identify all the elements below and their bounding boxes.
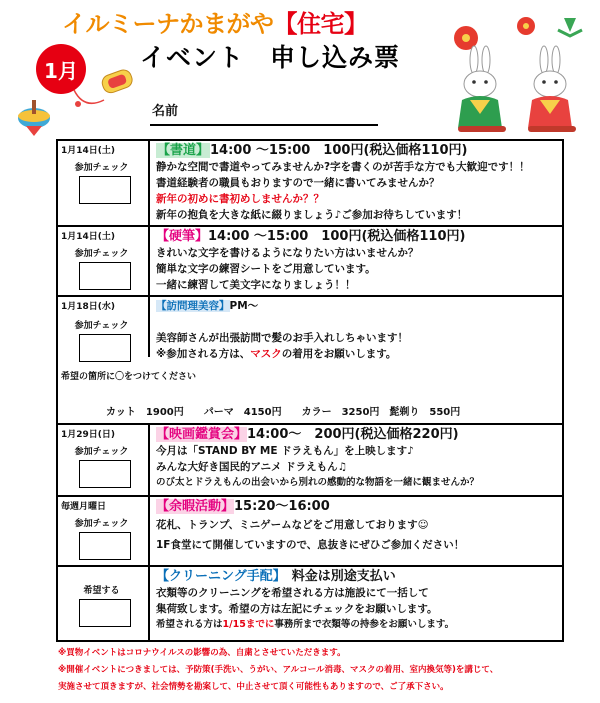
- name-label: 名前: [152, 104, 179, 119]
- event-description-line: のび太とドラえもんの出会いから別れの感動的な物語を一緒に観ませんか？: [156, 477, 480, 488]
- event-left-cell: [58, 497, 148, 565]
- event-row-leisure: [58, 497, 562, 567]
- event-row-shodo: [58, 141, 562, 227]
- header: [0, 0, 600, 135]
- participation-checkbox[interactable]: [79, 460, 131, 488]
- org-bracket-text: 【住宅】: [273, 10, 368, 38]
- event-detail-cell: [148, 227, 562, 295]
- deadline-text: 事務所まで衣類等の持参をお願いします。: [274, 619, 455, 630]
- event-heading: [156, 498, 556, 515]
- event-application-table: [56, 139, 564, 642]
- participation-checkbox[interactable]: [79, 262, 131, 290]
- event-tag: 【硬筆】: [156, 229, 209, 244]
- event-description-line: きれいな文字を書けるようになりたい方はいませんか？: [156, 247, 419, 259]
- event-row-cleaning: [58, 567, 562, 640]
- event-description-line: 集荷致します。希望の方は左記にチェックをお願いします。: [156, 603, 438, 615]
- event-time-price: PM～: [229, 300, 259, 312]
- event-left-cell: [58, 227, 148, 295]
- price-options[interactable]: カット 1900円 パーマ 4150円 カラー 3250円 髭剃り 550円: [106, 407, 461, 418]
- event-description-line: 静かな空間で書道やってみませんか?字を書くのが苦手な方でも大歓迎です！！: [156, 161, 530, 173]
- event-date: 毎週月曜日: [61, 502, 107, 512]
- check-label: 参加チェック: [74, 519, 129, 529]
- event-detail-cell: [148, 497, 562, 565]
- event-tag: 【クリーニング手配】: [156, 569, 286, 584]
- event-description-line: [156, 617, 556, 633]
- event-left-cell: [58, 141, 148, 225]
- request-checkbox[interactable]: [79, 599, 131, 627]
- event-description-line: 今月は「STAND BY ME ドラえもん」を上映します♪: [156, 445, 414, 457]
- event-description-line: みんな大好き国民的アニメ ドラえもん♫: [156, 461, 348, 473]
- check-label: 参加チェック: [74, 249, 129, 259]
- organization-name: [62, 4, 368, 39]
- event-heading: [156, 142, 556, 159]
- event-highlight-line: 新年の初めに書初めしませんか？？: [156, 193, 324, 205]
- event-date: 1月18日(水): [61, 302, 116, 312]
- event-tag: 【書道】: [157, 143, 210, 158]
- event-description-line: [156, 346, 556, 362]
- event-description-line: 書道経験者の職員もおりますので一緒に書いてみませんか？: [156, 177, 440, 189]
- note-line: ※買物イベントはコロナウイルスの影響の為、自粛とさせていただきます。: [58, 648, 346, 658]
- event-description-line: 花札、トランプ、ミニゲームなどをご用意しております☺: [156, 519, 429, 531]
- participation-checkbox[interactable]: [79, 176, 131, 204]
- event-description-line: 1F食堂にて開催していますので、息抜きにぜひご参加ください！: [156, 539, 465, 551]
- event-tag: 【映画鑑賞会】: [156, 427, 248, 442]
- deadline-highlight: 1/15までに: [222, 619, 275, 630]
- event-row-movie: [58, 425, 562, 497]
- participation-checkbox[interactable]: [79, 334, 131, 362]
- event-detail-cell: [148, 141, 562, 225]
- participation-checkbox[interactable]: [79, 532, 131, 560]
- event-date: 1月29日(日): [61, 430, 116, 440]
- note-line: 実施させて頂きますが、社会情勢を勘案して、中止させて頂く可能性もありますので、ご了承下さい。: [58, 682, 449, 692]
- event-description-line: 一緒に練習して美文字になりましょう！！: [156, 279, 356, 291]
- mask-highlight: マスク: [250, 348, 282, 360]
- event-description-line: 衣類等のクリーニングを希望される方は施設にて一括して: [156, 587, 429, 599]
- event-fee-note: 料金は別途支払い: [291, 569, 396, 584]
- check-label: 参加チェック: [74, 321, 129, 331]
- event-heading: [156, 228, 556, 245]
- event-date: 1月14日(土): [61, 232, 116, 242]
- rabbit-dolls-illustration: [446, 8, 594, 136]
- event-description-line: 新年の抱負を大きな紙に綴りましょう♪ご参加お待ちしています！: [156, 209, 468, 221]
- event-heading: [156, 568, 556, 585]
- check-label: 参加チェック: [74, 447, 129, 457]
- event-description-line: 美容師さんが出張訪問で髪のお手入れしちゃいます！: [156, 332, 408, 344]
- check-label: 希望する: [83, 586, 120, 596]
- name-input-line[interactable]: [150, 124, 378, 126]
- deadline-text: 希望される方は: [156, 619, 223, 630]
- event-tag: 【訪問理美容】: [156, 300, 230, 312]
- event-time-price: 15:20～16:00: [234, 499, 330, 514]
- notice-text: ※参加される方は、: [156, 348, 251, 360]
- notice-text: の着用をお願いします。: [281, 348, 397, 360]
- wish-instruction: 希望の箇所に〇をつけてください: [61, 372, 197, 382]
- event-heading: [156, 298, 556, 314]
- page-title: イベント 申し込み票: [140, 43, 401, 72]
- event-heading: [156, 426, 556, 443]
- event-description-line: 簡単な文字の練習シートをご用意しています。: [156, 263, 376, 275]
- note-line: ※開催イベントにつきましては、予防策(手洗い、うがい、アルコール消毒、マスクの着用、室内換気等)を講じて、: [58, 665, 499, 675]
- event-date: 1月14日(土): [61, 146, 116, 156]
- event-row-kouhitsu: [58, 227, 562, 297]
- event-detail-cell: [148, 425, 562, 495]
- event-detail-cell: [148, 567, 562, 640]
- event-time-price: 14:00 ～15:00 100円(税込価格110円): [210, 143, 468, 158]
- event-time-price: 14:00 ～15:00 100円(税込価格110円): [208, 229, 466, 244]
- org-name-text: イルミーナかまがや: [62, 10, 274, 38]
- event-left-cell: [58, 425, 148, 495]
- footer-notes: [58, 645, 598, 696]
- event-detail-cell: [150, 297, 562, 363]
- event-left-cell: [58, 567, 148, 640]
- month-badge: 1月: [36, 44, 86, 94]
- event-row-visiting-beauty: [58, 297, 562, 425]
- event-tag: 【余暇活動】: [156, 499, 235, 514]
- event-time-price: 14:00～ 200円(税込価格220円): [247, 427, 459, 442]
- check-label: 参加チェック: [74, 163, 129, 173]
- event-left-cell: [58, 297, 148, 357]
